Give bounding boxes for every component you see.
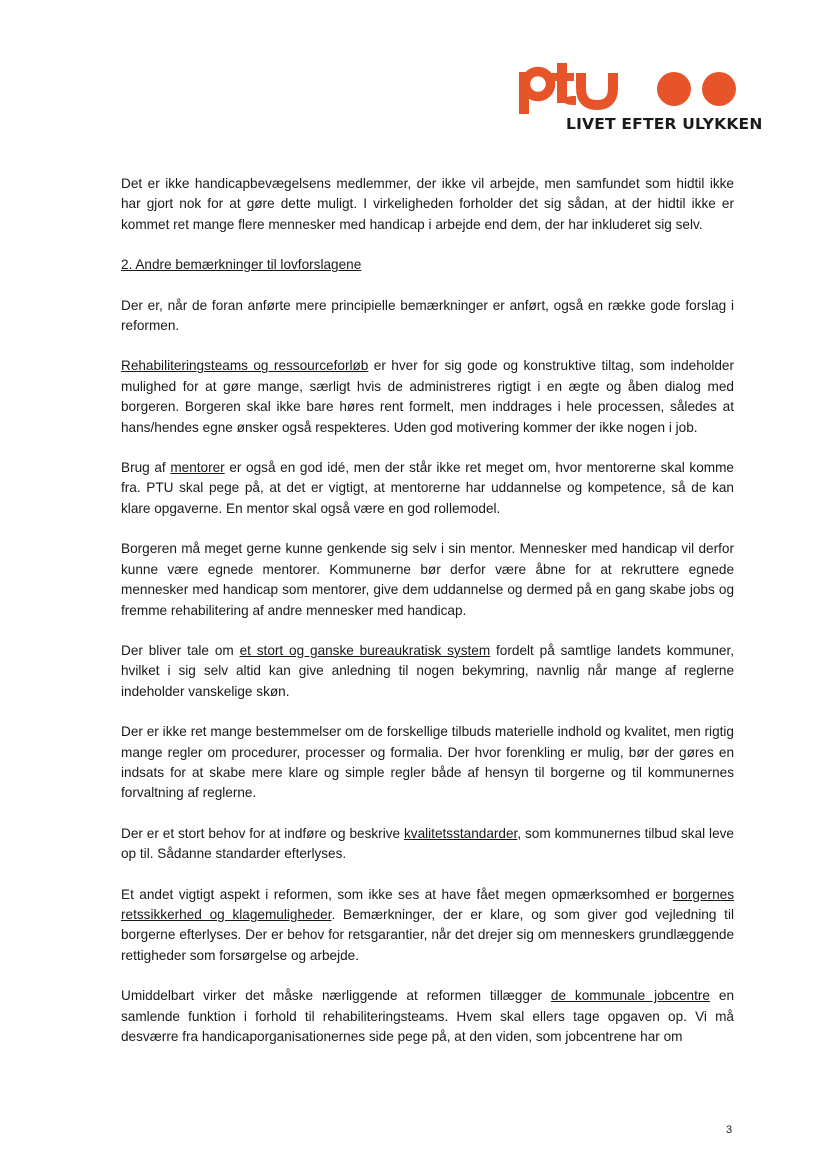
paragraph-7: Der er ikke ret mange bestemmelser om de forskellige tilbuds materielle indhold og kvalitet, men rigtig mange regler om procedurer, processer og formalia. Der hvor forenkling er mulig, bør der gøres en indsats for at skabe mere klare og simple regler både af hensyn til borgerne og til kommunernes forvaltning af reglerne. [121, 724, 734, 801]
paragraph-9 [121, 885, 734, 967]
underlined-term: kvalitetsstandarder [403, 825, 518, 841]
underlined-term: et stort og ganske bureaukratisk system [239, 642, 491, 658]
paragraph-text: Brug af [121, 460, 171, 476]
paragraph-text: Der bliver tale om [121, 642, 240, 658]
underlined-term: mentorer [170, 460, 225, 476]
paragraph-text: er hver for sig gode og konstruktive tiltag, som indeholder mulighed for at gøre mange, særligt hvis de administreres rigtigt i en ægte og åben dialog med borgeren. Borgeren skal ikke bare høres rent formelt, men inddrages i hele processen, således at hans/hendes egne ønsker også respekteres. Uden god motivering kommer der ikke nogen i job. [121, 358, 734, 435]
underlined-term: de kommunale jobcentre [550, 988, 710, 1004]
paragraph-text: en samlende funktion i forhold til rehabiliteringsteams. Hvem skal ellers tage opgaven op. Vi må desværre fra handicaporganisationernes side pege på, at den viden, som jobcentrene har om [121, 988, 734, 1044]
underlined-term: Rehabiliteringsteams og ressourceforløb [121, 358, 369, 374]
paragraph-3 [121, 356, 734, 438]
underlined-term: borgernes retssikkerhed og klagemuligheder [121, 886, 734, 922]
paragraph-10 [121, 986, 734, 1047]
paragraph-4 [121, 458, 734, 519]
paragraph-5: Borgeren må meget gerne kunne genkende sig selv i sin mentor. Mennesker med handicap vil derfor kunne være egnede mentorer. Kommunerne bør derfor være åbne for at rekruttere egnede mennesker med handicap som mentorer, give dem uddannelse og dermed på en gang skabe jobs og fremme rehabilitering af andre mennesker med handicap. [121, 541, 734, 618]
paragraph-2: Der er, når de foran anførte mere principielle bemærkninger er anført, også en række gode forslag i reformen. [121, 297, 734, 334]
page-number: 3 [726, 1124, 733, 1136]
paragraph-text: Der er et stort behov for at indføre og beskrive [121, 825, 404, 841]
paragraph-text: Umiddelbart virker det måske nærliggende at reformen tillægger [121, 988, 551, 1004]
document-body [121, 174, 734, 1067]
paragraph-6 [121, 641, 734, 702]
section-heading: 2. Andre bemærkninger til lovforslagene [121, 257, 362, 273]
logo-tagline: LIVET EFTER ULYKKEN [566, 115, 763, 133]
paragraph-text: . Bemærkninger, der er klare, og som giver god vejledning til borgerne efterlyses. Der er behov for retsgarantier, når det drejer sig om menneskers grundlæggende rettigheder som forsørgelse og arbejde. [121, 906, 734, 963]
paragraph-8 [121, 824, 734, 865]
paragraph-1: Det er ikke handicapbevægelsens medlemmer, der ikke vil arbejde, men samfundet som hidtil ikke har gjort nok for at gøre dette muligt. I virkeligheden forholder det sig sådan, at der hidtil ikke er kommet ret mange flere mennesker med handicap i arbejde end dem, der har inkluderet sig selv. [121, 176, 734, 232]
paragraph-text: er også en god idé, men der står ikke ret meget om, hvor mentorerne skal komme fra. PTU skal pege på, at det er vigtigt, at mentorerne har uddannelse og kompetence, så de kan klare opgaverne. En mentor skal også være en god rollemodel. [121, 460, 734, 516]
paragraph-text: Et andet vigtigt aspekt i reformen, som ikke ses at have fået megen opmærksomhed er [121, 886, 673, 902]
paragraph-text: , som kommunernes tilbud skal leve op til. Sådanne standarder efterlyses. [121, 825, 734, 862]
paragraph-text: fordelt på samtlige landets kommuner, hvilket i sig selv altid kan give anledning til nogen bekymring, navnlig når mange af reglerne indeholder vanskelige skøn. [121, 642, 734, 699]
ptu-logo-mark [516, 60, 741, 115]
